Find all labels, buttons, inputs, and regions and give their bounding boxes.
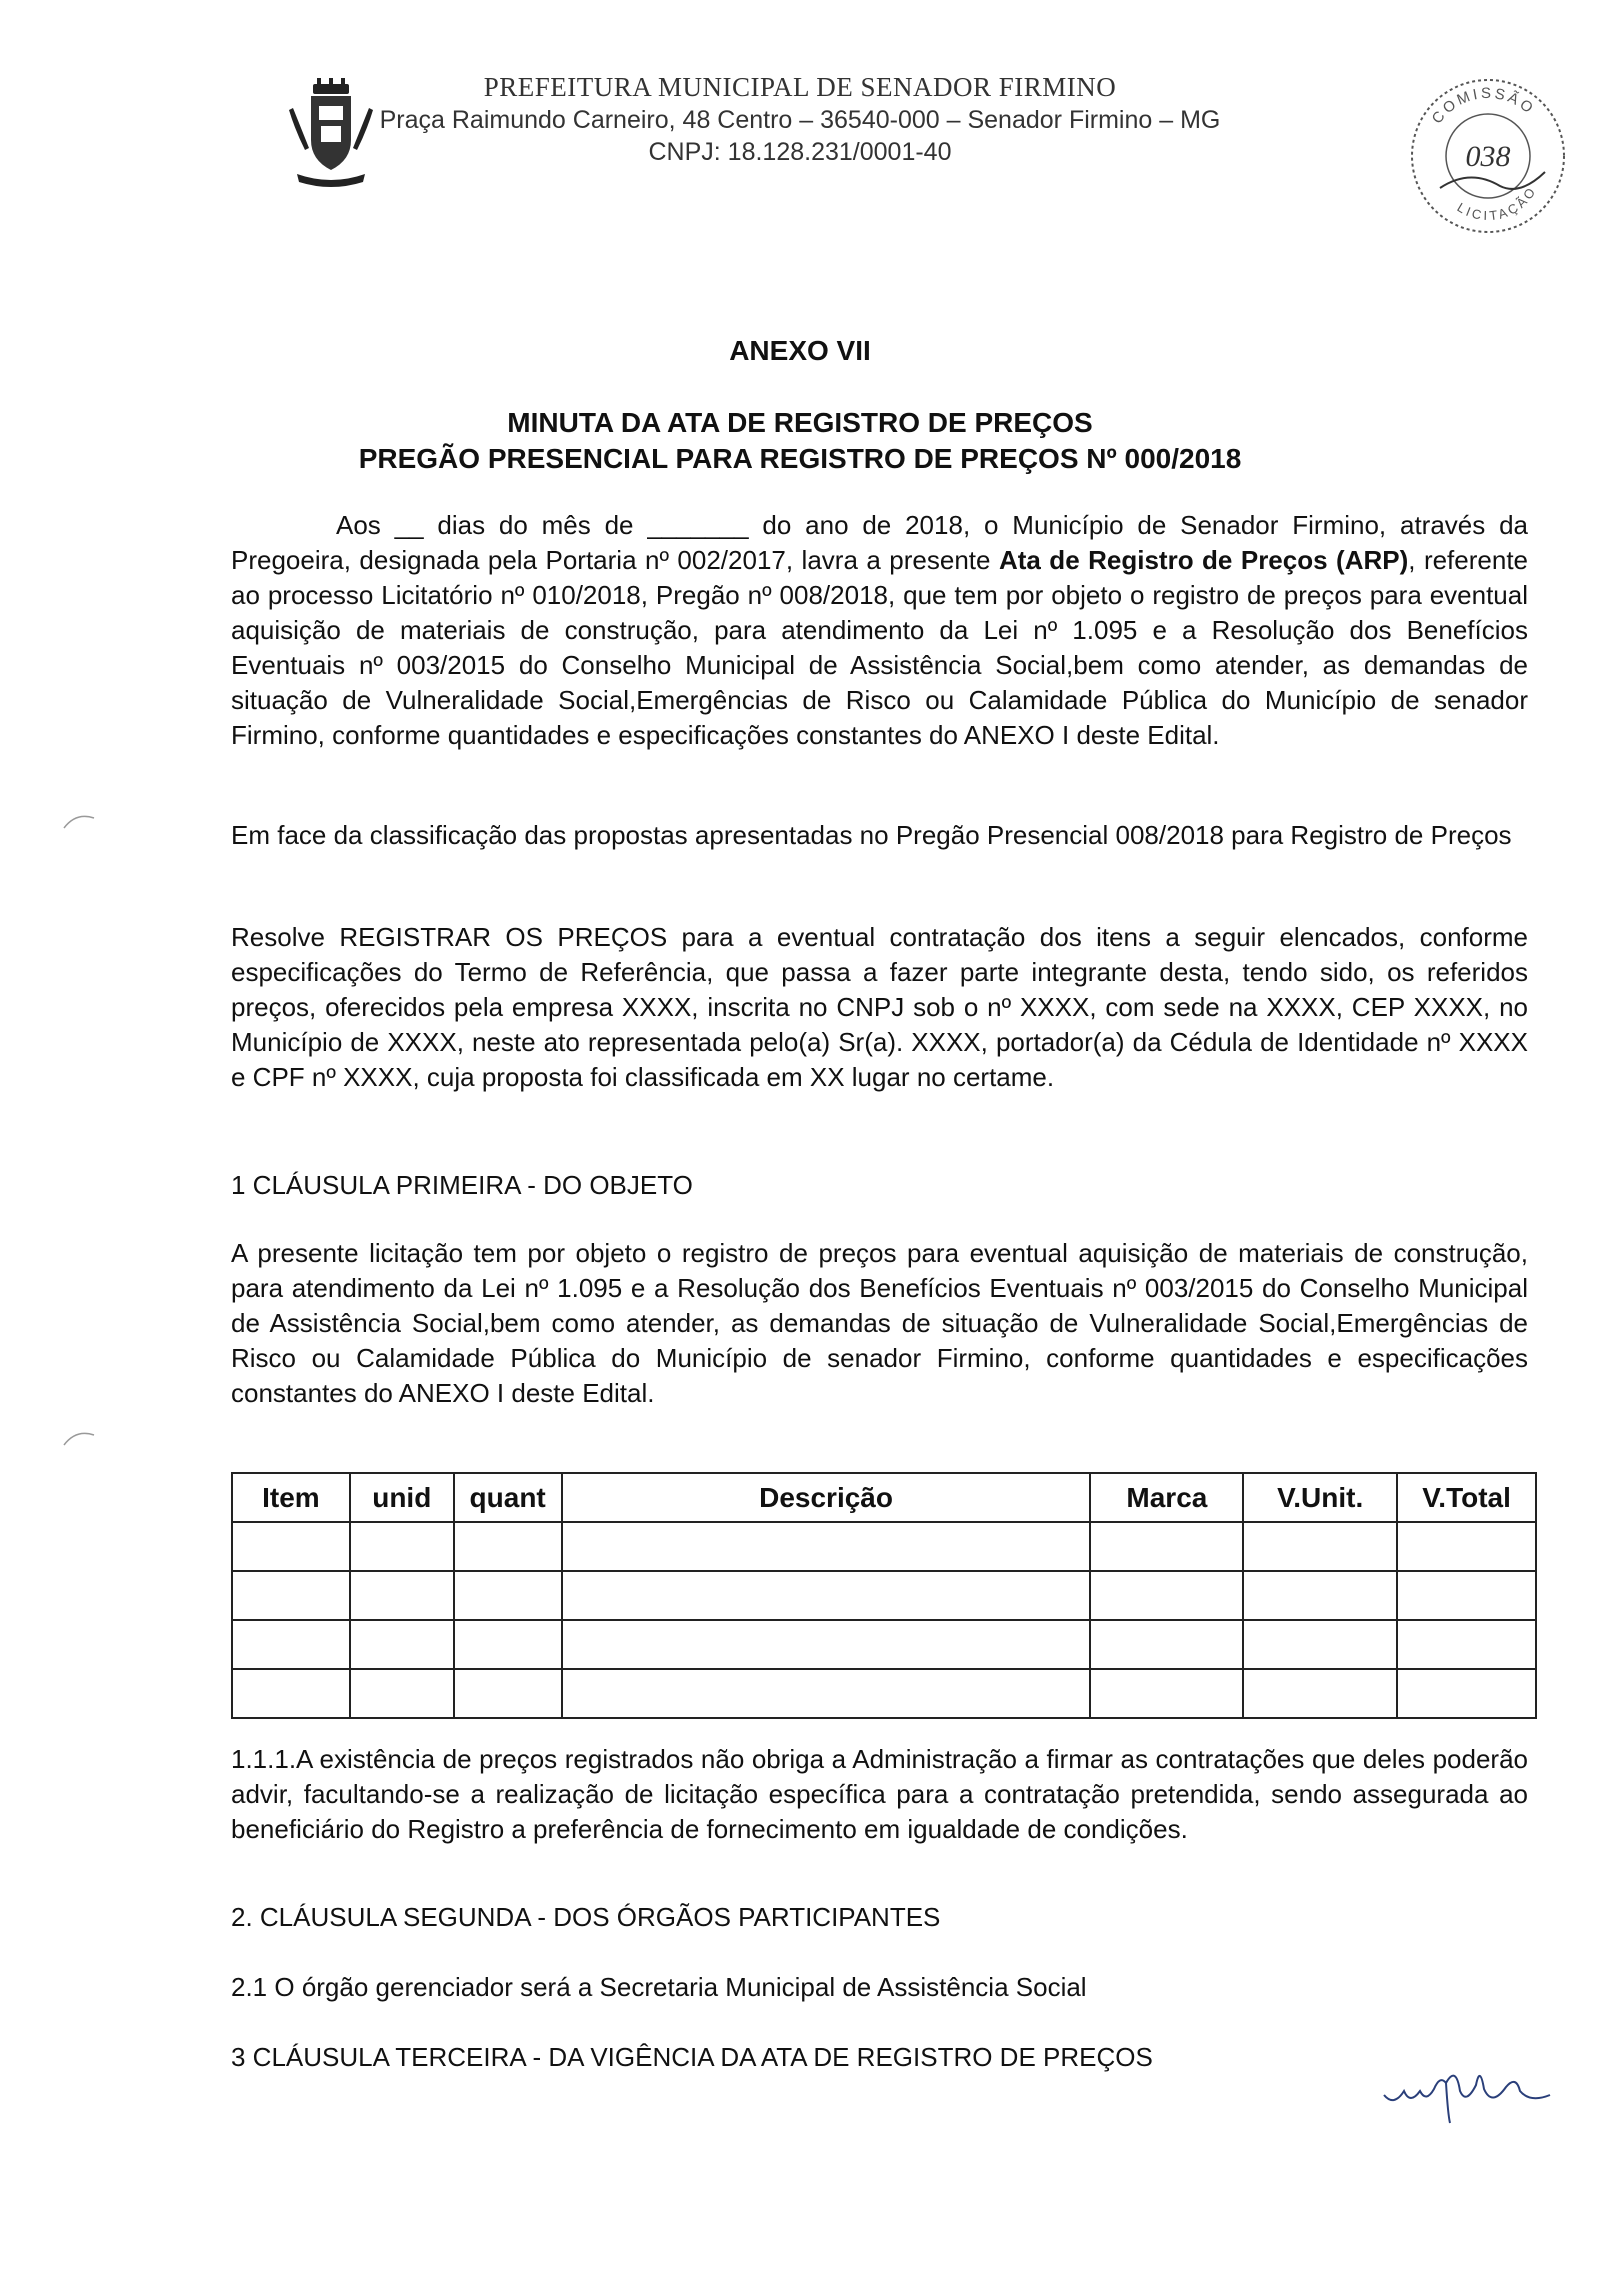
table-row bbox=[232, 1571, 1536, 1620]
table-row bbox=[232, 1620, 1536, 1669]
commission-stamp-icon bbox=[1400, 68, 1575, 243]
margin-mark-icon bbox=[60, 808, 100, 838]
table-row bbox=[232, 1522, 1536, 1571]
col-descricao: Descrição bbox=[562, 1473, 1091, 1522]
opening-paragraph: Aos __ dias do mês de _______ do ano de 2018, o Município de Senador Firmino, através da Pregoeira, designada pela Portaria nº 002/2017, lavra a presente Ata de Registro de Preços (ARP), referente ao processo Licitatório nº 010/2018, Pregão nº 008/2018, que tem por objeto o registro de preços para eventual aquisição de materiais de construção, para atendimento da Lei nº 1.095 e a Resolução dos Benefícios Eventuais nº 003/2015 do Conselho Municipal de Assistência Social,bem como atender, as demandas de situação de Vulneralidade Social,Emergências de Risco ou Calamidade Pública do Município de senador Firmino, conforme quantidades e especificações constantes do ANEXO I deste Edital. bbox=[231, 510, 1529, 750]
margin-mark-icon bbox=[60, 1425, 100, 1455]
letterhead-address: Praça Raimundo Carneiro, 48 Centro – 36540-000 – Senador Firmino – MG bbox=[379, 106, 1221, 134]
svg-text:COMISSÃO: COMISSÃO bbox=[1428, 84, 1539, 128]
col-unid: unid bbox=[350, 1473, 454, 1522]
resolve-paragraph: Resolve REGISTRAR OS PREÇOS para a eventual contratação dos itens a seguir elencados, conforme especificações do Termo de Referência, que passa a fazer parte integrante desta, tendo sido, os referidos preços, oferecidos pela empresa XXXX, inscrita no CNPJ sob o nº XXXX, com sede na XXXX, CEP XXXX, no Município de XXXX, neste ato representada pelo(a) Sr(a). XXXX, portador(a) da Cédula de Identidade nº XXXX e CPF nº XXXX, cuja proposta foi classificada em XX lugar no certame. bbox=[231, 922, 1528, 1092]
letterhead-cnpj: CNPJ: 18.128.231/0001-40 bbox=[648, 138, 952, 166]
clause2-1: 2.1 O órgão gerenciador será a Secretaria Municipal de Assistência Social bbox=[231, 1972, 1087, 2002]
table-header-row bbox=[232, 1473, 1536, 1522]
letterhead-title: PREFEITURA MUNICIPAL DE SENADOR FIRMINO bbox=[483, 72, 1117, 102]
clause1-text: A presente licitação tem por objeto o registro de preços para eventual aquisição de materiais de construção, para atendimento da Lei nº 1.095 e a Resolução dos Benefícios Eventuais nº 003/2015 do Conselho Municipal de Assistência Social,bem como atender, as demandas de situação de Vulneralidade Social,Emergências de Risco ou Calamidade Pública do Município de senador Firmino, conforme quantidades e especificações constantes do ANEXO I deste Edital. bbox=[231, 1238, 1528, 1408]
clause-1-1-1: 1.1.1.A existência de preços registrados não obriga a Administração a firmar as contratações que deles poderão advir, facultando-se a realização de licitação específica para a contratação pretendida, sendo assegurada ao beneficiário do Registro a preferência de fornecimento em igualdade de condições. bbox=[231, 1744, 1528, 1844]
table-row bbox=[232, 1669, 1536, 1718]
classification-paragraph: Em face da classificação das propostas apresentadas no Pregão Presencial 008/2018 para Registro de Preços bbox=[231, 820, 1512, 850]
signature-initials-icon bbox=[1380, 2045, 1560, 2125]
svg-text:LICITAÇÃO: LICITAÇÃO bbox=[1454, 182, 1540, 224]
document-title-line2: PREGÃO PRESENCIAL PARA REGISTRO DE PREÇOS Nº 000/2018 bbox=[358, 443, 1242, 474]
document-title-line1: MINUTA DA ATA DE REGISTRO DE PREÇOS bbox=[507, 407, 1093, 438]
clause2-heading: 2. CLÁUSULA SEGUNDA - DOS ÓRGÃOS PARTICIPANTES bbox=[231, 1902, 941, 1932]
col-item: Item bbox=[232, 1473, 350, 1522]
clause3-heading: 3 CLÁUSULA TERCEIRA - DA VIGÊNCIA DA ATA DE REGISTRO DE PREÇOS bbox=[231, 2042, 1153, 2072]
ata-registro-bold: Ata de Registro de Preços (ARP) bbox=[998, 545, 1409, 575]
stamp-number: 038 bbox=[1465, 140, 1511, 173]
annex-title: ANEXO VII bbox=[729, 335, 871, 366]
col-vunit: V.Unit. bbox=[1243, 1473, 1397, 1522]
items-table bbox=[231, 1472, 1537, 1719]
col-vtotal: V.Total bbox=[1397, 1473, 1536, 1522]
col-quant: quant bbox=[454, 1473, 562, 1522]
document-title bbox=[0, 405, 1600, 477]
col-marca: Marca bbox=[1090, 1473, 1243, 1522]
clause1-heading: 1 CLÁUSULA PRIMEIRA - DO OBJETO bbox=[231, 1170, 693, 1200]
